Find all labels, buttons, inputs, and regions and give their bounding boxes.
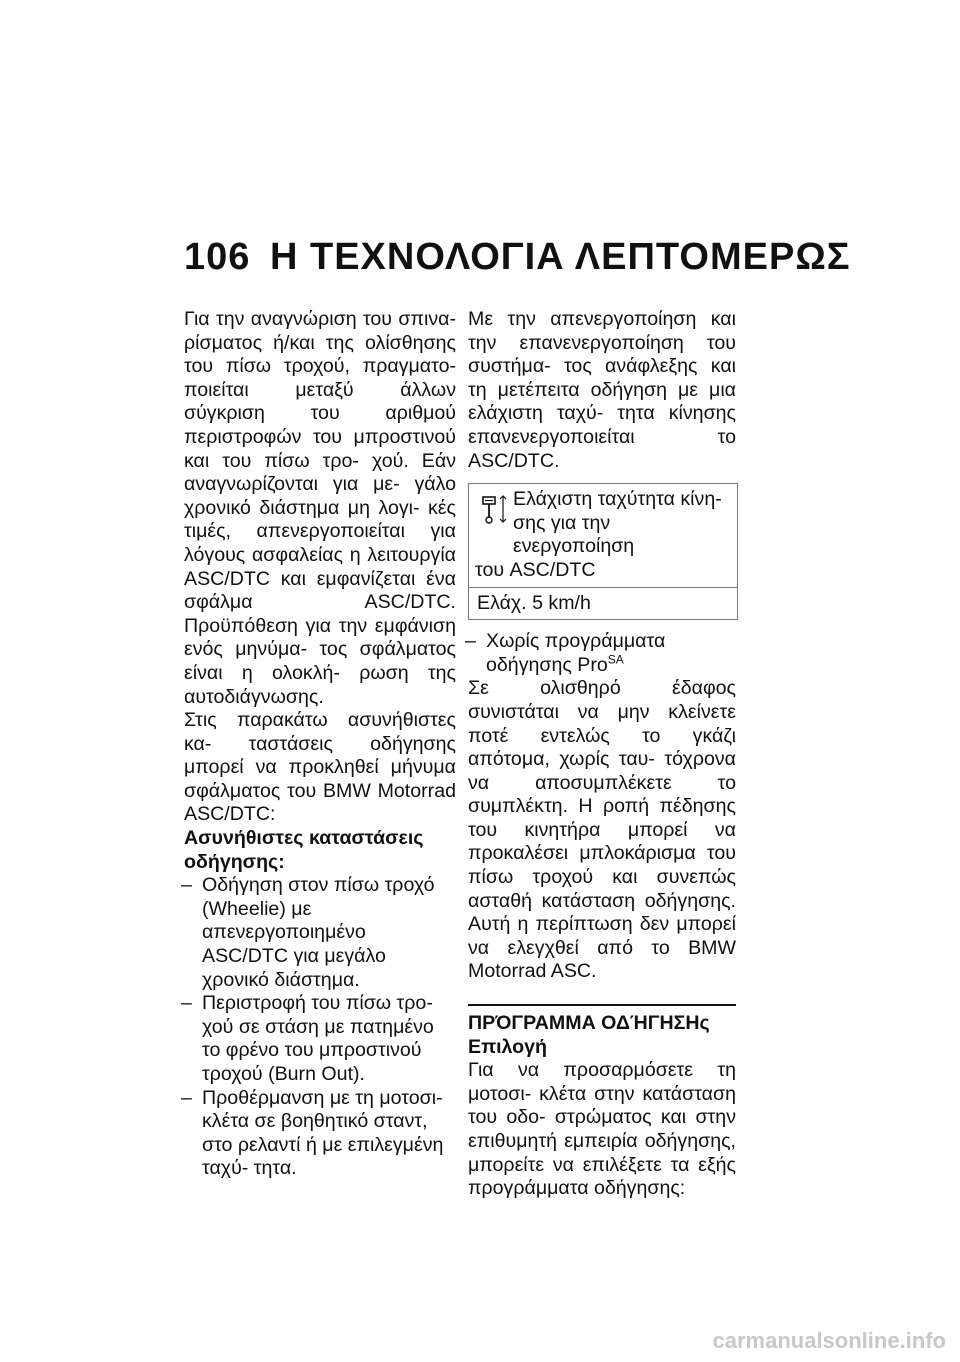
wrench-gauge-icon	[481, 492, 515, 526]
subheading-selection: Επιλογή	[468, 1035, 548, 1058]
list-item-pro: – Χωρίς προγράμματα οδήγησης Pro$^{SA}$	[465, 630, 666, 676]
list-item: – Περιστροφή του πίσω τρο- χού σε στάση με πατημένο το φρένο του μπροστινού τροχού (Burn Out).	[181, 992, 434, 1085]
paragraph-reactivation: Με την απενεργοποίηση και την επανενεργοποίηση του συστήμα- τος ανάφλεξης και τη μετέπειτα οδήγηση με μια ελάχιστη ταχύ- τητα κίνησης επανενεργοποιείται το ASC/DTC.	[468, 308, 736, 472]
right-column	[465, 308, 736, 1201]
chapter-title: Η ΤΕΧΝΟΛΟΓΙΑ ΛΕΠΤΟΜΕΡΩΣ	[270, 236, 851, 278]
sa-superscript: SA	[607, 652, 624, 667]
paragraph-self-diagnosis: Για την αναγνώριση του σπινα- ρίσματος ή/και της ολίσθησης του πίσω τροχού, πραγματο- ποιείται μεταξύ άλλων σύγκριση του αριθμού περιστροφών του μπροστινού και του πίσω τρο- χού. Εάν αναγνωρίζονται για με- γάλο χρονικό διάστημα μη λογι- κές τιμές, απενεργοποιείται για λόγους ασφαλείας η λειτουργία ASC/DTC και εμφανίζεται ένα σφάλμα ASC/DTC. Προϋπόθεση για την εμφάνιση ενός μηνύμα- τος σφάλματος είναι η ολοκλή- ρωση της αυτοδιάγνωσης.	[184, 308, 456, 708]
paragraph-unusual-intro: Στις παρακάτω ασυνήθιστες κα- ταστάσεις οδήγησης μπορεί να προκληθεί μήνυμα σφάλματος του BMW Motorrad ASC/DTC:	[184, 709, 456, 826]
section-divider	[468, 1004, 736, 1006]
list-item: – Προθέρμανση με τη μοτοσι- κλέτα σε βοηθητικό σταντ, στο ρελαντί ή με επιλεγμένη ταχύ- τητα.	[181, 1086, 444, 1180]
paragraph-slippery-road: Σε ολισθηρό έδαφος συνιστάται να μην κλείνετε ποτέ εντελώς το γκάζι απότομα, χωρίς ταυ- τόχρονα να αποσυμπλέκετε το συμπλέκτη. Η ροπή πέδησης του κινητήρα μπορεί να προκαλέσει μπλοκάρισμα του πίσω τροχού και συνεπώς ασταθή κατάσταση οδήγησης. Αυτή η περίπτωση δεν μπορεί να ελεγχθεί από το BMW Motorrad ASC.	[468, 677, 736, 983]
page-number: 106	[184, 236, 251, 278]
left-column	[181, 308, 456, 1181]
list-item: – Οδήγηση στον πίσω τροχό (Wheelie) με απενεργοποιημένο ASC/DTC για μεγάλο χρονικό διάστημα.	[181, 874, 435, 991]
spec-table	[468, 483, 738, 620]
section-title: ΠΡΌΓΡΑΜΜΑ ΟΔΉΓΗΣΗς	[468, 1012, 710, 1035]
spec-label-cont: του ASC/DTC	[475, 558, 596, 581]
heading-unusual-situations: Ασυνήθιστες καταστάσεις οδήγησης:	[184, 827, 424, 873]
paragraph-selection: Για να προσαρμόσετε τη μοτοσι- κλέτα στην κατάσταση του οδο- στρώματος και στην επιθυμητή εμπειρία οδήγησης, μπορείτε να επιλέξετε τα εξής προγράμματα οδήγησης:	[468, 1059, 736, 1200]
spec-header	[469, 484, 737, 587]
spec-label: Ελάχιστη ταχύτητα κίνη- σης για την ενεργοποίηση	[513, 488, 722, 558]
page-header	[184, 236, 851, 279]
watermark: carmanualsonline.info	[712, 1328, 946, 1353]
spec-value: Ελάχ. 5 km/h	[477, 591, 591, 614]
